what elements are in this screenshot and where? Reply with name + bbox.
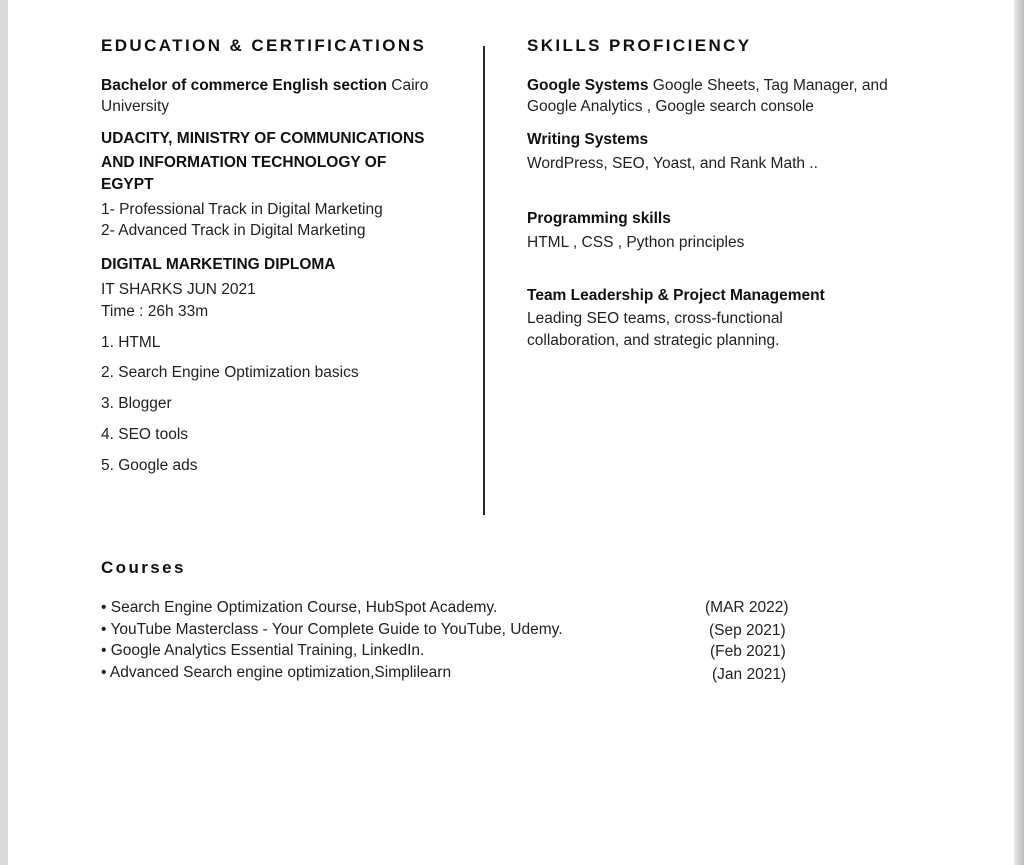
- diploma-item: 5. Google ads: [101, 457, 198, 474]
- leadership-title: Team Leadership & Project Management: [527, 287, 825, 304]
- degree-institution-part: Cairo: [386, 77, 429, 94]
- diploma-item: 2. Search Engine Optimization basics: [101, 364, 359, 381]
- education-heading: EDUCATION & CERTIFICATIONS: [101, 36, 427, 55]
- leadership-line-1: Leading SEO teams, cross-functional: [527, 310, 783, 327]
- google-systems-line-2: Google Analytics , Google search console: [527, 98, 814, 115]
- course-name: • Search Engine Optimization Course, HubSpot Academy.: [101, 599, 498, 616]
- diploma-time: Time : 26h 33m: [101, 303, 209, 320]
- udacity-line-3: EGYPT: [101, 176, 154, 193]
- udacity-line-1: UDACITY, MINISTRY OF COMMUNICATIONS: [101, 130, 425, 147]
- degree-title: Bachelor of commerce English section: [101, 77, 387, 94]
- google-systems-title: Google Systems: [527, 77, 649, 94]
- diploma-provider: IT SHARKS JUN 2021: [101, 281, 256, 298]
- page-edge-shadow: [1014, 0, 1024, 865]
- writing-systems-text: WordPress, SEO, Yoast, and Rank Math ..: [527, 155, 818, 172]
- udacity-line-2: AND INFORMATION TECHNOLOGY OF: [101, 154, 387, 171]
- column-divider: [483, 46, 485, 515]
- diploma-item: 1. HTML: [101, 334, 161, 351]
- course-date: (MAR 2022): [705, 599, 789, 616]
- course-date: (Feb 2021): [710, 643, 786, 660]
- degree-line-2: University: [101, 98, 170, 115]
- diploma-item: 3. Blogger: [101, 395, 172, 412]
- course-date: (Sep 2021): [709, 622, 786, 639]
- diploma-title: DIGITAL MARKETING DIPLOMA: [101, 256, 336, 273]
- course-name: • YouTube Masterclass - Your Complete Guide to YouTube, Udemy.: [101, 621, 563, 638]
- track-item: 2- Advanced Track in Digital Marketing: [101, 222, 366, 239]
- course-name: • Advanced Search engine optimization,Simplilearn: [101, 664, 452, 681]
- programming-skills-text: HTML , CSS , Python principles: [527, 234, 745, 251]
- google-systems-line-1: [527, 75, 888, 96]
- course-name: • Google Analytics Essential Training, LinkedIn.: [101, 642, 425, 659]
- course-date: (Jan 2021): [712, 666, 787, 683]
- programming-skills-title: Programming skills: [527, 210, 671, 227]
- track-item: 1- Professional Track in Digital Marketing: [101, 201, 383, 218]
- degree-line-1: [101, 75, 428, 96]
- google-systems-text: Google Sheets, Tag Manager, and: [648, 77, 888, 94]
- courses-heading: Courses: [101, 558, 186, 577]
- diploma-item: 4. SEO tools: [101, 426, 189, 443]
- skills-heading: SKILLS PROFICIENCY: [527, 36, 752, 55]
- leadership-line-2: collaboration, and strategic planning.: [527, 332, 780, 349]
- writing-systems-title: Writing Systems: [527, 131, 649, 148]
- resume-page: [8, 0, 1014, 865]
